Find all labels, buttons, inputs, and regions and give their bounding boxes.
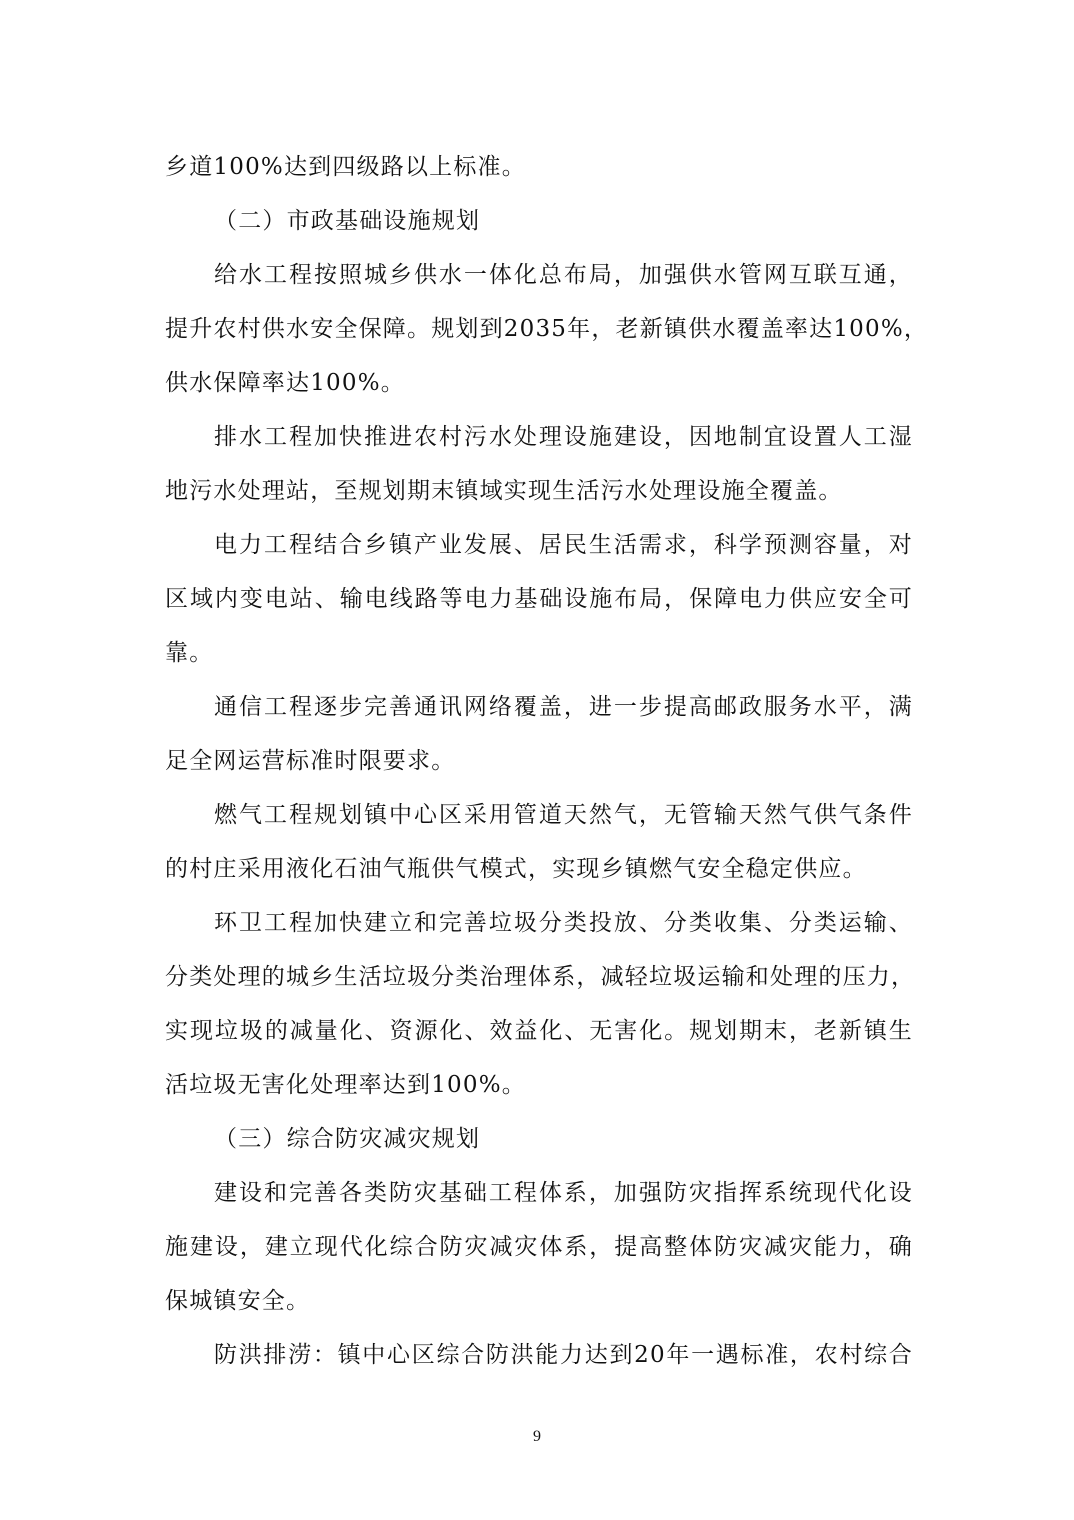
text-line: 防洪排涝：镇中心区综合防洪能力达到20年一遇标准，农村综合 <box>214 1342 913 1368</box>
text-line: 分类处理的城乡生活垃圾分类治理体系，减轻垃圾运输和处理的压力， <box>165 964 916 990</box>
text-line: 给水工程按照城乡供水一体化总布局，加强供水管网互联互通， <box>214 262 913 288</box>
text-line: 地污水处理站，至规划期末镇域实现生活污水处理设施全覆盖。 <box>165 478 843 504</box>
text-line: 保城镇安全。 <box>165 1288 311 1314</box>
text-line: 区域内变电站、输电线路等电力基础设施布局，保障电力供应安全可 <box>165 586 913 612</box>
text-line: 燃气工程规划镇中心区采用管道天然气，无管输天然气供气条件 <box>214 802 913 828</box>
text-line: 靠。 <box>165 640 214 666</box>
text-line: 提升农村供水安全保障。规划到2035年，老新镇供水覆盖率达100%， <box>165 316 929 342</box>
page-number: 9 <box>533 1428 541 1445</box>
text-line: 乡道100%达到四级路以上标准。 <box>165 154 526 180</box>
text-line: 供水保障率达100%。 <box>165 370 405 396</box>
text-line: 环卫工程加快建立和完善垃圾分类投放、分类收集、分类运输、 <box>214 910 913 936</box>
text-line: 排水工程加快推进农村污水处理设施建设，因地制宜设置人工湿 <box>214 424 913 450</box>
text-line: 施建设，建立现代化综合防灾减灾体系，提高整体防灾减灾能力，确 <box>165 1234 913 1260</box>
text-line: 实现垃圾的减量化、资源化、效益化、无害化。规划期末，老新镇生 <box>165 1018 913 1044</box>
text-line: 建设和完善各类防灾基础工程体系，加强防灾指挥系统现代化设 <box>214 1180 913 1206</box>
body-text <box>165 140 929 1382</box>
text-line: 足全网运营标准时限要求。 <box>165 748 456 774</box>
section-heading: （三）综合防灾减灾规划 <box>214 1126 481 1152</box>
text-line: 的村庄采用液化石油气瓶供气模式，实现乡镇燃气安全稳定供应。 <box>165 856 867 882</box>
section-heading: （二）市政基础设施规划 <box>214 208 481 234</box>
text-line: 通信工程逐步完善通讯网络覆盖，进一步提高邮政服务水平，满 <box>214 694 913 720</box>
text-line: 活垃圾无害化处理率达到100%。 <box>165 1072 526 1098</box>
text-line: 电力工程结合乡镇产业发展、居民生活需求，科学预测容量，对 <box>214 532 913 558</box>
